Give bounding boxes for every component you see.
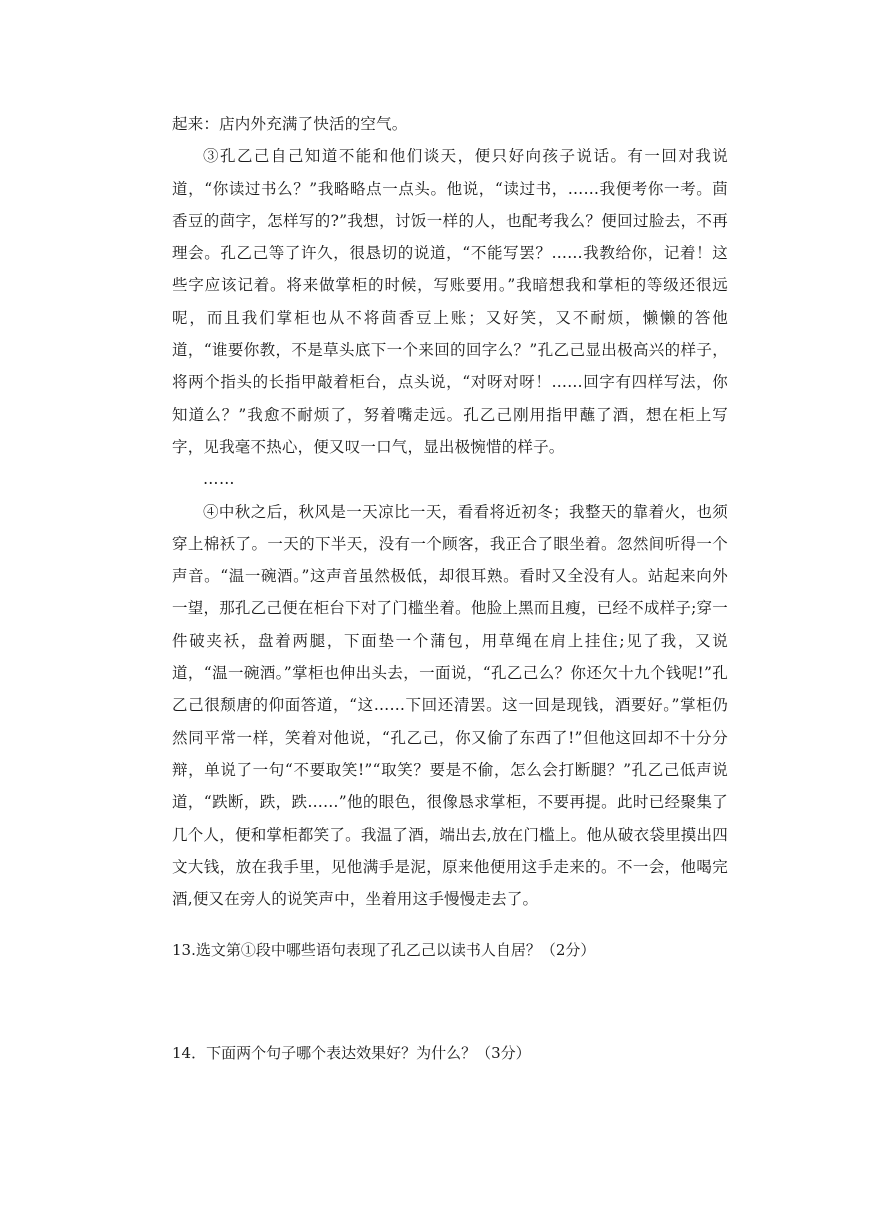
passage: [172, 108, 728, 915]
question-14: 14．下面两个句子哪个表达效果好？为什么？（3分）: [172, 1044, 531, 1062]
question-13: 13.选文第①段中哪些语句表现了孔乙己以读书人自居？（2分）: [172, 941, 596, 959]
paragraph-3: ③孔乙己自己知道不能和他们谈天，便只好向孩子说话。有一回对我说道，“你读过书么？”我略略点一点头。他说，“读过书，……我便考你一考。茴香豆的茴字，怎样写的?”我想，讨饭一样的人，也配考我么？便回过脸去，不再理会。孔乙己等了许久，很恳切的说道，“不能写罢？……我教给你，记着！这些字应该记着。将来做掌柜的时候，写账要用。”我暗想我和掌柜的等级还很远呢，而且我们掌柜也从不将茴香豆上账；又好笑，又不耐烦，懒懒的答他道，“谁要你教，不是草头底下一个来回的回字么？”孔乙己显出极高兴的样子，将两个指头的长指甲敲着柜台，点头说，“对呀对呀！……回字有四样写法，你知道么？”我愈不耐烦了，努着嘴走远。孔乙己刚用指甲蘸了酒，想在柜上写字，见我毫不热心，便又叹一口气，显出极惋惜的样子。: [172, 147, 728, 456]
paragraph-continuation: 起来：店内外充满了快活的空气。: [172, 115, 408, 133]
paragraph-4: ④中秋之后，秋风是一天凉比一天，看看将近初冬；我整天的靠着火，也须穿上棉袄了。一天的下半天，没有一个顾客，我正合了眼坐着。忽然间听得一个声音。“温一碗酒。”这声音虽然极低，却很耳熟。看时又全没有人。站起来向外一望，那孔乙己便在柜台下对了门槛坐着。他脸上黑而且瘦，已经不成样子;穿一件破夹袄，盘着两腿，下面垫一个蒲包，用草绳在肩上挂住;见了我，又说道，“温一碗酒。”掌柜也伸出头去，一面说，“孔乙己么？你还欠十九个钱呢!”孔乙己很颓唐的仰面答道，“这……下回还清罢。这一回是现钱，酒要好。”掌柜仍然同平常一样，笑着对他说，“孔乙己，你又偷了东西了!”但他这回却不十分分辩，单说了一句“不要取笑!”“取笑？要是不偷，怎么会打断腿？”孔乙己低声说道，“跌断，跌，跌……”他的眼色，很像恳求掌柜，不要再提。此时已经聚集了几个人，便和掌柜都笑了。我温了酒，端出去,放在门槛上。他从破衣袋里摸出四文大钱，放在我手里，见他满手是泥，原来他便用这手走来的。不一会，他喝完酒,便又在旁人的说笑声中，坐着用这手慢慢走去了。: [172, 502, 728, 909]
ellipsis-separator: ……: [203, 470, 235, 489]
